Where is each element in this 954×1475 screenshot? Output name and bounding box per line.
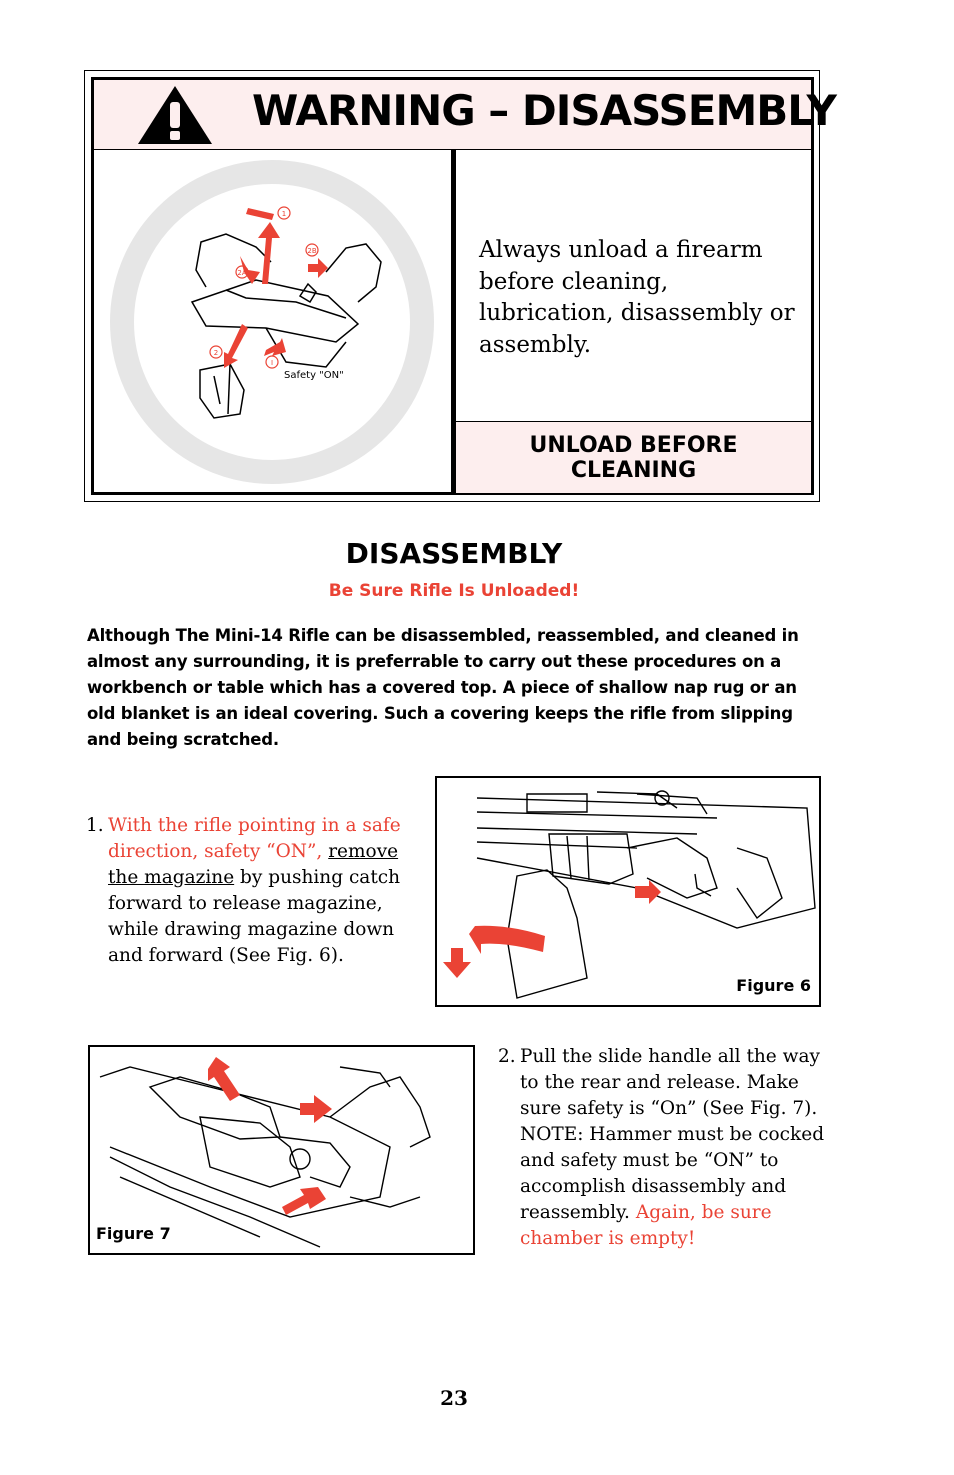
figure-7-illustration [90,1047,473,1253]
warning-triangle-icon [136,84,214,146]
safety-on-label: Safety "ON" [284,370,344,381]
figure-6 [435,776,821,1007]
step-2-number: 2. [498,1046,516,1067]
step-2 [498,1044,828,1252]
step-1 [86,813,426,969]
step-2-text: Pull the slide handle all the way to the rear and release. Make sure safety is “On” (See Fig. 7). NOTE: Hammer must be cocked and safety must be “ON” to accomplish disassembly and reassembly. [520,1046,825,1223]
unload-line-2: CLEANING [570,457,697,483]
warning-text: Always unload a firearm before cleaning, lubrication, disassembly or assembly. [479,237,795,358]
unload-line-1: UNLOAD BEFORE [529,432,738,458]
figure-7-label: Figure 7 [96,1224,171,1243]
section-subtitle: Be Sure Rifle Is Unloaded! [328,581,580,601]
callout-2a: 2A [237,269,247,277]
page-number: 23 [440,1386,468,1410]
step-1-detail-text: by pushing catch forward to release magazine, while drawing magazine down and forward (See Fig. 6). [108,867,401,966]
unload-illustration [96,152,450,492]
callout-i: I [270,359,274,367]
step-1-action-text: remove the magazine [108,841,399,888]
unload-before-cleaning-banner [456,421,811,493]
callout-1: 1 [281,210,287,218]
callout-2b: 2B [307,247,317,255]
warning-title: WARNING – DISASSEMBLY [252,86,836,135]
callout-2: 2 [213,349,219,357]
figure-7 [88,1045,475,1255]
intro-paragraph: Although The Mini-14 Rifle can be disassembled, reassembled, and cleaned in almost any surrounding, it is preferrable to carry out these procedures on a workbench or table which has a covered top. A piece of shallow nap rug or an old blanket is an ideal covering. Such a covering keeps the rifle from slipping and being scratched. [87,626,799,749]
figure-6-illustration [437,778,819,1005]
figure-6-label: Figure 6 [736,976,811,995]
section-title: DISASSEMBLY [345,537,563,570]
step-2-warning-text: Again, be sure chamber is empty! [520,1202,772,1249]
step-1-warning-text: With the rifle pointing in a safe direction, safety “ON”, [108,815,401,862]
step-1-number: 1. [86,815,104,836]
